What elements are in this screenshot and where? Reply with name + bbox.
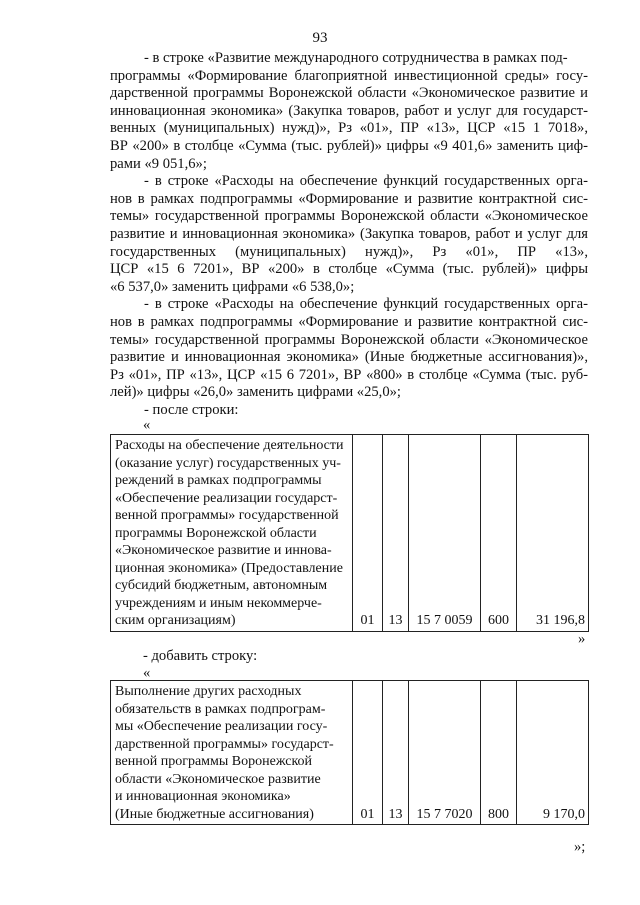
expense-item-name [111,681,353,825]
rz-code: 01 [353,681,383,825]
budget-table-new-row [110,680,589,825]
name-line: дарственной программы» государст- [115,736,334,752]
name-line: ским организациям) [115,613,236,628]
sum-value: 9 170,0 [517,681,589,825]
name-line: ционная экономика» (Предоставление [115,560,343,576]
name-line: обязательств в рамках подпрограм- [115,701,326,717]
closing-quote-2: »; [574,839,586,855]
amendment-text [110,50,588,419]
text-line: темы» государственной программы Воронежской области «Экономическое [110,331,588,348]
name-line: венной программы» государственной [115,508,339,523]
name-line: Выполнение других расходных [115,684,302,699]
text-line: инновационная экономика» (Закупка товаров, работ и услуг для государст- [110,102,588,119]
name-line: области «Экономическое развитие [115,771,321,787]
text-line: ВР «200» в столбце «Сумма (тыс. рублей)» цифры «9 401,6» заменить циф- [110,137,588,154]
text-line: лей)» цифры «26,0» заменить цифрами «25,0»; [110,384,401,401]
rz-code: 01 [353,435,383,632]
text-line: нов в рамках подпрограммы «Формирование и развитие контрактной сис- [110,190,588,207]
text-line: развитие и инновационная экономика» (Закупка товаров, работ и услуг для [110,225,588,242]
name-line: (оказание услуг) государственных уч- [115,455,341,471]
text-line: ЦСР «15 6 7201», ВР «200» в столбце «Сумма (тыс. рублей)» цифры [110,261,588,278]
text-line: темы» государственной программы Воронежской области «Экономическое [110,208,588,225]
table-row [111,681,589,825]
text-line: рами «9 051,6»; [110,155,207,172]
text-line: нов в рамках подпрограммы «Формирование и развитие контрактной сис- [110,313,588,330]
text-line: «6 537,0» заменить цифрами «6 538,0»; [110,278,355,295]
name-line: программы Воронежской области [115,525,317,541]
text-line: Рз «01», ПР «13», ЦСР «15 6 7201», ВР «800» в столбце «Сумма (тыс. руб- [110,366,588,383]
csr-code: 15 7 7020 [409,681,481,825]
name-line: «Обеспечение реализации государст- [115,490,338,506]
name-line: мы «Обеспечение реализации госу- [115,719,328,734]
page-number: 93 [312,30,328,46]
name-line: учреждениям и иным некоммерче- [115,595,322,611]
text-line: - в строке «Развитие международного сотрудничества в рамках под- [144,50,568,66]
closing-quote: » [578,631,586,647]
opening-quote-2: « [143,665,151,681]
text-line: развитие и инновационная экономика» (Иные бюджетные ассигнования)», [110,349,588,366]
text-line: государственных (муниципальных) нужд)», Рз «01», ПР «13», [110,243,588,260]
pr-code: 13 [383,435,409,632]
pr-code: 13 [383,681,409,825]
text-line: - в строке «Расходы на обеспечение функций государственных орга- [144,173,588,190]
add-row-label: - добавить строку: [143,648,258,664]
name-line: субсидий бюджетным, автономным [115,578,328,593]
name-line: «Экономическое развитие и иннова- [115,543,332,558]
expense-item-name [111,435,353,632]
vr-code: 600 [481,435,517,632]
text-line: - после строки: [144,401,239,418]
csr-code: 15 7 0059 [409,435,481,632]
text-line: дарственной программы Воронежской области «Экономическое развитие и [110,85,588,102]
name-line: венной программы Воронежской [115,754,313,769]
text-line: - в строке «Расходы на обеспечение функций государственных орга- [144,296,588,313]
opening-quote: « [143,417,151,433]
name-line: реждений в рамках подпрограммы [115,473,322,488]
vr-code: 800 [481,681,517,825]
text-line: венных (муниципальных) нужд)», Рз «01», ПР «13», ЦСР «15 1 7018», [110,120,588,137]
table-row [111,435,589,632]
text-line: программы «Формирование благоприятной инвестиционной среды» госу- [110,67,588,84]
name-line: Расходы на обеспечение деятельности [115,438,344,453]
name-line: и инновационная экономика» [115,789,291,804]
name-line: (Иные бюджетные ассигнования) [115,806,314,822]
sum-value: 31 196,8 [517,435,589,632]
budget-table-existing-row [110,434,589,632]
